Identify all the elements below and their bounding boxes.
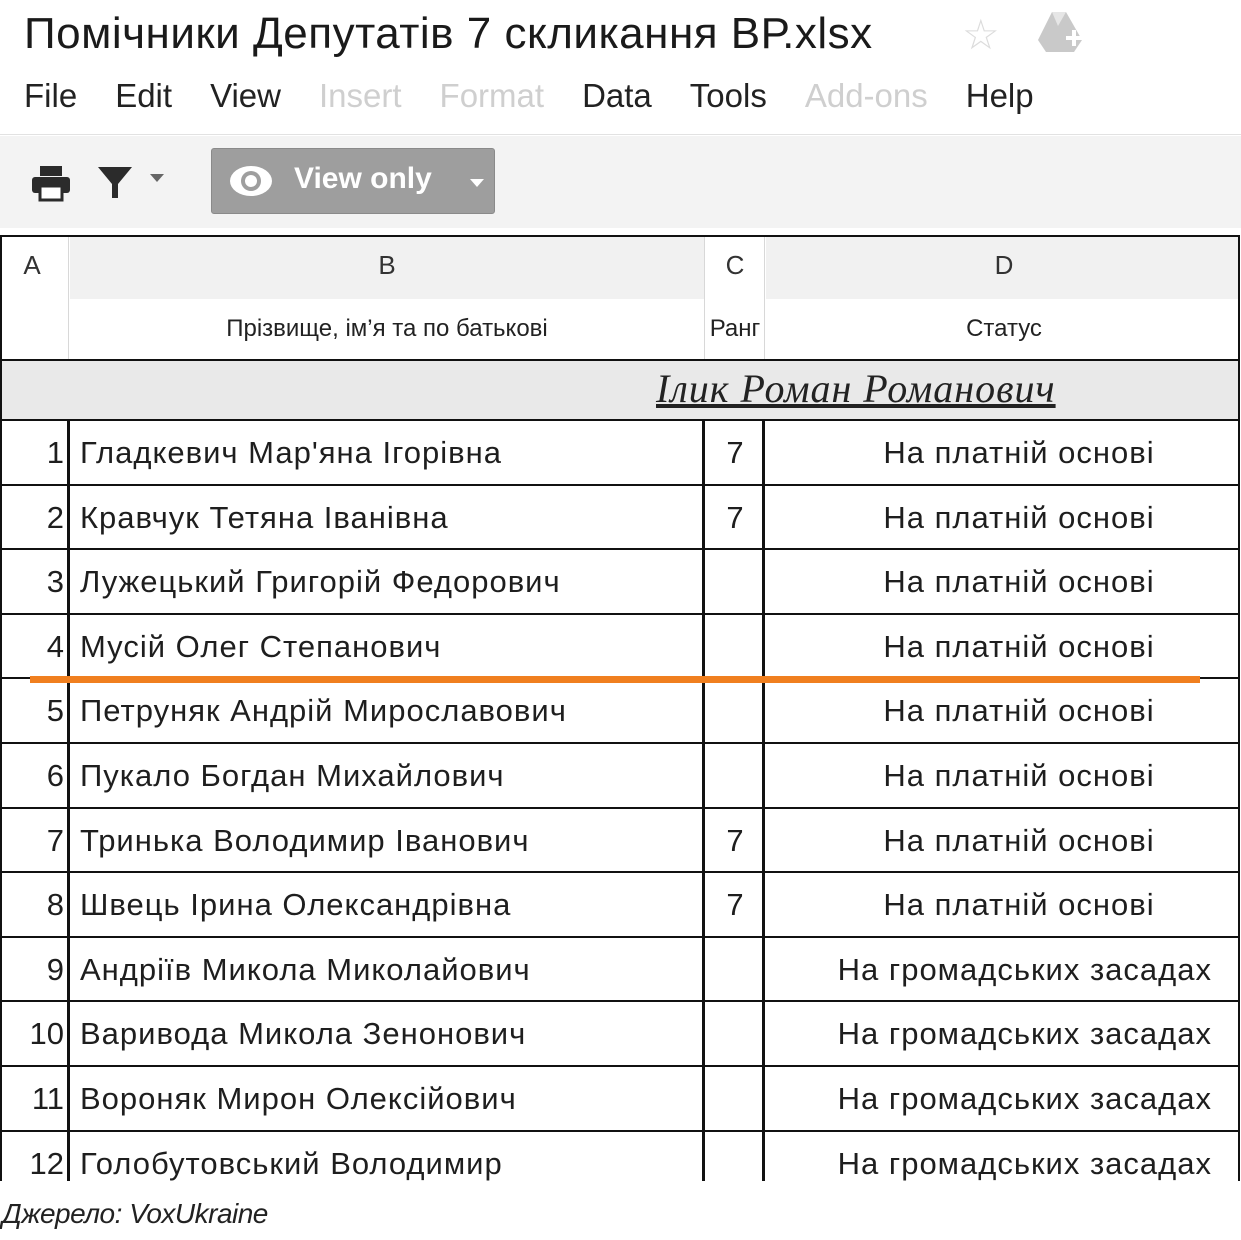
row-number-cell[interactable]: 11	[31, 1081, 64, 1116]
menu-file[interactable]: File	[24, 77, 78, 114]
star-icon[interactable]: ☆	[962, 11, 1000, 58]
row-number-cell[interactable]: 8	[46, 887, 64, 923]
group-row[interactable]	[2, 361, 1240, 419]
status-cell[interactable]: На громадських засадах	[837, 1081, 1212, 1116]
rank-cell[interactable]	[706, 679, 764, 741]
cell-border	[702, 809, 705, 873]
table-row[interactable]	[2, 742, 1240, 807]
cell-border	[67, 938, 70, 1002]
cell-border	[702, 550, 705, 614]
row-number-cell[interactable]: 2	[46, 499, 64, 535]
cell-border	[67, 1002, 70, 1066]
cell-border	[702, 1002, 705, 1066]
name-cell[interactable]: Швець Ірина Олександрівна	[80, 887, 512, 923]
rank-cell[interactable]: 7	[726, 499, 744, 535]
cell-border	[762, 1132, 765, 1181]
table-row[interactable]	[2, 419, 1240, 484]
menu-view[interactable]: View	[210, 77, 281, 114]
row-number-cell[interactable]: 12	[29, 1145, 64, 1181]
table-row[interactable]	[2, 807, 1240, 872]
view-only-button[interactable]	[211, 148, 495, 214]
cell-border	[762, 679, 765, 743]
eye-icon	[228, 163, 274, 199]
rank-cell[interactable]	[706, 938, 764, 1000]
status-cell[interactable]: На платній основі	[883, 758, 1155, 793]
cell-border	[702, 938, 705, 1002]
name-cell[interactable]: Мусій Олег Степанович	[80, 628, 442, 664]
menu-insert: Insert	[319, 77, 402, 114]
status-cell[interactable]: На громадських засадах	[837, 1016, 1212, 1052]
name-cell[interactable]: Вороняк Мирон Олексійович	[80, 1081, 517, 1116]
table-row[interactable]	[2, 936, 1240, 1001]
status-cell[interactable]: На платній основі	[883, 822, 1155, 858]
cell-border	[67, 744, 70, 808]
name-cell[interactable]: Пукало Богдан Михайлович	[80, 758, 505, 793]
status-cell[interactable]: На платній основі	[883, 499, 1155, 535]
row-number-cell[interactable]: 10	[29, 1016, 64, 1052]
row-number-cell[interactable]: 3	[46, 564, 64, 600]
menu-add-ons: Add-ons	[804, 77, 928, 114]
cell-border	[67, 486, 70, 550]
row-number-cell[interactable]: 7	[46, 822, 64, 858]
name-cell[interactable]: Голобутовський Володимир	[80, 1145, 503, 1181]
row-number-cell[interactable]: 6	[46, 758, 64, 793]
grid-line	[764, 237, 765, 359]
group-title: Ілик Роман Романович	[656, 366, 1056, 411]
cell-border	[762, 744, 765, 808]
view-only-label: View only	[294, 162, 432, 195]
cell-border	[702, 1132, 705, 1181]
cell-border	[67, 550, 70, 614]
status-cell[interactable]: На платній основі	[883, 435, 1155, 470]
name-cell[interactable]: Варивода Микола Зенонович	[80, 1016, 527, 1052]
table-row[interactable]	[2, 677, 1240, 742]
column-header-c[interactable]: C	[725, 250, 745, 280]
filter-dropdown-icon[interactable]	[150, 174, 164, 182]
rank-cell[interactable]: 7	[726, 887, 744, 923]
cell-border	[762, 1067, 765, 1131]
cell-border	[762, 550, 765, 614]
cell-border	[67, 809, 70, 873]
status-cell[interactable]: На платній основі	[883, 628, 1155, 664]
table-row[interactable]	[2, 484, 1240, 549]
row-number-cell[interactable]: 9	[46, 951, 64, 987]
highlight-line	[30, 676, 1200, 683]
menu-format: Format	[439, 77, 545, 114]
name-cell[interactable]: Кравчук Тетяна Іванівна	[80, 499, 449, 535]
rank-cell[interactable]	[706, 1002, 764, 1064]
rank-cell[interactable]	[706, 615, 764, 677]
column-header-a[interactable]: A	[23, 250, 41, 280]
name-cell[interactable]: Гладкевич Мар'яна Ігорівна	[80, 435, 502, 470]
rank-cell[interactable]	[706, 550, 764, 612]
table-row[interactable]	[2, 871, 1240, 936]
menu-help[interactable]: Help	[965, 77, 1034, 114]
table-row[interactable]	[2, 613, 1240, 678]
caption-status[interactable]: Статус	[966, 315, 1042, 342]
title-bar	[24, 6, 873, 62]
caption-rank[interactable]: Ранг	[709, 315, 761, 342]
spreadsheet-grid	[0, 235, 1240, 1181]
menu-edit[interactable]: Edit	[115, 77, 173, 114]
cell-border	[67, 1132, 70, 1181]
cell-border	[702, 1067, 705, 1131]
table-row[interactable]	[2, 1130, 1240, 1181]
drive-add-icon[interactable]	[1036, 10, 1084, 54]
cell-border	[762, 873, 765, 937]
chevron-down-icon	[470, 179, 484, 187]
rank-cell[interactable]	[706, 744, 764, 806]
column-header-b[interactable]: B	[70, 237, 704, 299]
cell-border	[762, 486, 765, 550]
cell-border	[702, 486, 705, 550]
row-number-cell[interactable]: 4	[46, 628, 64, 664]
column-header-row	[2, 237, 1240, 299]
cell-border	[67, 679, 70, 743]
document-title[interactable]: Помічники Депутатів 7 скликання ВР.xlsx	[24, 9, 873, 58]
rank-cell[interactable]: 7	[726, 435, 744, 470]
grid-line	[704, 237, 705, 359]
menu-data[interactable]: Data	[582, 77, 652, 114]
cell-border	[67, 421, 70, 485]
cell-border	[702, 615, 705, 679]
filter-icon[interactable]	[96, 164, 134, 202]
print-icon[interactable]	[30, 166, 72, 202]
cell-border	[67, 873, 70, 937]
row-number-cell[interactable]: 1	[46, 435, 64, 470]
status-cell[interactable]: На платній основі	[883, 887, 1155, 923]
status-cell[interactable]: На платній основі	[883, 693, 1155, 729]
cell-border	[702, 744, 705, 808]
cell-border	[762, 615, 765, 679]
toolbar	[0, 136, 1241, 228]
cell-border	[762, 809, 765, 873]
cell-border	[762, 421, 765, 485]
menu-tools[interactable]: Tools	[689, 77, 767, 114]
status-cell[interactable]: На платній основі	[883, 564, 1155, 600]
name-cell[interactable]: Петруняк Андрій Мирославович	[80, 693, 567, 729]
name-cell[interactable]: Андріїв Микола Миколайович	[80, 951, 531, 987]
cell-border	[762, 938, 765, 1002]
status-cell[interactable]: На громадських засадах	[837, 951, 1212, 987]
caption-name[interactable]: Прізвище, ім’я та по батькові	[226, 315, 548, 342]
menu-bar	[24, 72, 1072, 120]
table-row[interactable]	[2, 1065, 1240, 1130]
cell-border	[762, 1002, 765, 1066]
rank-cell[interactable]	[706, 1067, 764, 1129]
cell-border	[702, 873, 705, 937]
caption-row	[2, 299, 1240, 361]
row-number-cell[interactable]: 5	[46, 693, 64, 729]
menu-divider	[0, 134, 1241, 135]
name-cell[interactable]: Лужецький Григорій Федорович	[80, 564, 561, 600]
cell-border	[67, 615, 70, 679]
table-row[interactable]	[2, 548, 1240, 613]
name-cell[interactable]: Тринька Володимир Іванович	[80, 822, 530, 858]
status-cell[interactable]: На громадських засадах	[837, 1145, 1212, 1181]
cell-border	[67, 1067, 70, 1131]
grid-line	[68, 237, 69, 359]
cell-border	[702, 421, 705, 485]
source-note: Джерело: VoxUkraine	[2, 1198, 268, 1229]
cell-border	[702, 679, 705, 743]
rank-cell[interactable]: 7	[726, 822, 744, 858]
column-header-d[interactable]: D	[766, 237, 1240, 299]
rank-cell[interactable]	[706, 1132, 764, 1181]
table-row[interactable]	[2, 1000, 1240, 1065]
